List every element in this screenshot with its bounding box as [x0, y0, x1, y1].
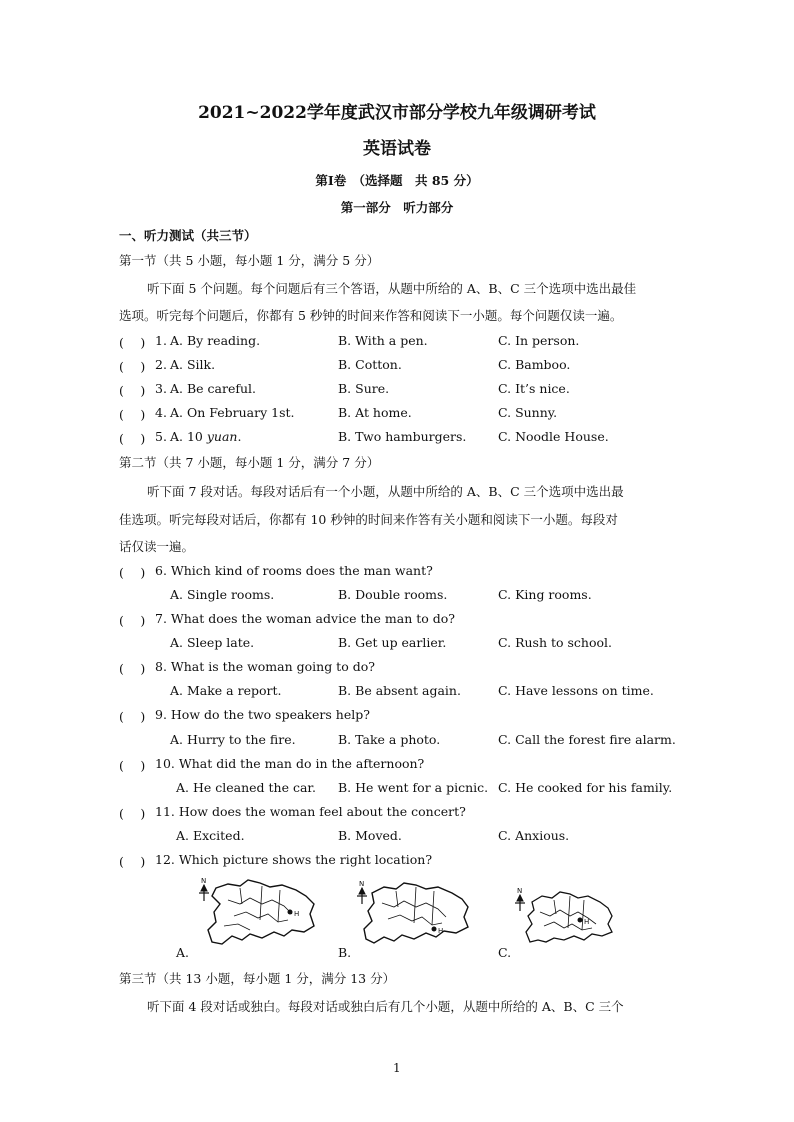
- answer-blank[interactable]: ( ): [119, 335, 146, 350]
- sec1-instruction: 听下面 5 个问题。每个问题后有三个答语，从题中所给的 A、B、C 三个选项中选出最佳: [147, 281, 637, 296]
- svg-text:N: N: [517, 887, 523, 895]
- option-b: B. Take a photo.: [338, 732, 441, 747]
- option-c: C.: [498, 945, 512, 960]
- map-option-a[interactable]: [198, 874, 322, 956]
- option-c: C. Bamboo.: [498, 357, 571, 372]
- svg-text:H: H: [438, 927, 444, 935]
- svg-text:H: H: [294, 910, 300, 918]
- option-c: C. King rooms.: [498, 587, 592, 602]
- exam-title: 2021~2022学年度武汉市部分学校九年级调研考试: [198, 103, 596, 123]
- answer-blank[interactable]: ( ): [119, 854, 146, 869]
- option-b: B. Cotton.: [338, 357, 402, 372]
- sec3-heading: 第三节（共 13 小题，每小题 1 分，满分 13 分）: [119, 971, 396, 986]
- option-a-prefix: A. 10: [170, 429, 207, 444]
- svg-text:N: N: [201, 877, 207, 885]
- map-option-c[interactable]: [514, 884, 618, 950]
- map-option-b[interactable]: [356, 877, 476, 953]
- question-text: 6. Which kind of rooms does the man want?: [155, 563, 433, 578]
- question-text: 11. How does the woman feel about the concert?: [155, 804, 466, 819]
- page-number: 1: [393, 1061, 401, 1075]
- answer-blank[interactable]: ( ): [119, 806, 146, 821]
- question-number: 1.: [155, 333, 167, 348]
- question-text: 8. What is the woman going to do?: [155, 659, 375, 674]
- answer-blank[interactable]: ( ): [119, 383, 146, 398]
- option-a: A. Make a report.: [170, 683, 282, 698]
- option-c: C. Rush to school.: [498, 635, 612, 650]
- location-marker-icon: [432, 927, 444, 936]
- sec2-instruction-cont: 佳选项。听完每段对话后，你都有 10 秒钟的时间来作答有关小题和阅读下一小题。每段对: [119, 512, 618, 527]
- question-text: 12. Which picture shows the right location?: [155, 852, 433, 867]
- sec2-heading: 第二节（共 7 小题，每小题 1 分，满分 7 分）: [119, 455, 380, 470]
- option-c: C. Call the forest fire alarm.: [498, 732, 676, 747]
- sec1-heading: 第一节（共 5 小题，每小题 1 分，满分 5 分）: [119, 253, 380, 268]
- option-a: A.: [176, 945, 190, 960]
- section-main-heading: 一、听力测试（共三节）: [119, 228, 257, 243]
- answer-blank[interactable]: ( ): [119, 758, 146, 773]
- sec2-instruction-end: 话仅读一遍。: [119, 539, 195, 554]
- option-b: B. Be absent again.: [338, 683, 461, 698]
- svg-text:H: H: [584, 918, 590, 926]
- option-b: B. He went for a picnic.: [338, 780, 489, 795]
- province-map-icon: [364, 883, 468, 943]
- option-b: B. Get up earlier.: [338, 635, 447, 650]
- option-a: A. Excited.: [176, 828, 245, 843]
- option-a: A. On February 1st.: [170, 405, 295, 420]
- answer-blank[interactable]: ( ): [119, 431, 146, 446]
- part-heading: 第一部分 听力部分: [340, 200, 454, 215]
- option-b: B. Sure.: [338, 381, 390, 396]
- option-c: C. Have lessons on time.: [498, 683, 654, 698]
- sec3-instruction: 听下面 4 段对话或独白。每段对话或独白后有几个小题，从题中所给的 A、B、C 三个: [147, 999, 624, 1014]
- volume-heading: 第Ⅰ卷 （选择题 共 85 分）: [315, 173, 479, 188]
- option-b: B. With a pen.: [338, 333, 428, 348]
- option-c: C. In person.: [498, 333, 580, 348]
- question-number: 5.: [155, 429, 167, 444]
- answer-blank[interactable]: ( ): [119, 709, 146, 724]
- option-b: B. Double rooms.: [338, 587, 448, 602]
- option-a-suffix: .: [237, 429, 242, 444]
- question-text: 10. What did the man do in the afternoon?: [155, 756, 425, 771]
- svg-text:N: N: [359, 880, 365, 888]
- option-a: A. Hurry to the fire.: [170, 732, 296, 747]
- answer-blank[interactable]: ( ): [119, 613, 146, 628]
- question-number: 2.: [155, 357, 167, 372]
- exam-subtitle: 英语试卷: [363, 139, 431, 159]
- option-b: B.: [338, 945, 352, 960]
- option-c: C. Noodle House.: [498, 429, 609, 444]
- option-b: B. At home.: [338, 405, 412, 420]
- option-a-unit: yuan: [206, 429, 238, 444]
- compass-north-icon: [515, 887, 525, 911]
- option-a: A. He cleaned the car.: [176, 780, 316, 795]
- option-a: A. Sleep late.: [170, 635, 255, 650]
- sec2-instruction: 听下面 7 段对话。每段对话后有一个小题，从题中所给的 A、B、C 三个选项中选出最: [147, 484, 624, 499]
- answer-blank[interactable]: ( ): [119, 407, 146, 422]
- question-number: 4.: [155, 405, 167, 420]
- location-marker-icon: [288, 910, 300, 919]
- answer-blank[interactable]: ( ): [119, 359, 146, 374]
- option-c: C. It’s nice.: [498, 381, 570, 396]
- question-text: 9. How do the two speakers help?: [155, 707, 370, 722]
- sec1-instruction-cont: 选项。听完每个问题后，你都有 5 秒钟的时间来作答和阅读下一小题。每个问题仅读一遍。: [119, 308, 623, 323]
- option-c: C. Sunny.: [498, 405, 558, 420]
- option-b: B. Two hamburgers.: [338, 429, 467, 444]
- option-a: A. Single rooms.: [170, 587, 275, 602]
- question-number: 3.: [155, 381, 167, 396]
- option-a: A. By reading.: [170, 333, 261, 348]
- option-b: B. Moved.: [338, 828, 402, 843]
- answer-blank[interactable]: ( ): [119, 565, 146, 580]
- option-c: C. Anxious.: [498, 828, 570, 843]
- option-c: C. He cooked for his family.: [498, 780, 673, 795]
- location-marker-icon: [578, 918, 590, 927]
- answer-blank[interactable]: ( ): [119, 661, 146, 676]
- compass-north-icon: [199, 877, 209, 901]
- compass-north-icon: [357, 880, 367, 904]
- option-a: [170, 429, 241, 444]
- option-a: A. Silk.: [170, 357, 216, 372]
- option-a: A. Be careful.: [170, 381, 257, 396]
- province-map-icon: [526, 892, 612, 942]
- question-text: 7. What does the woman advice the man to do?: [155, 611, 455, 626]
